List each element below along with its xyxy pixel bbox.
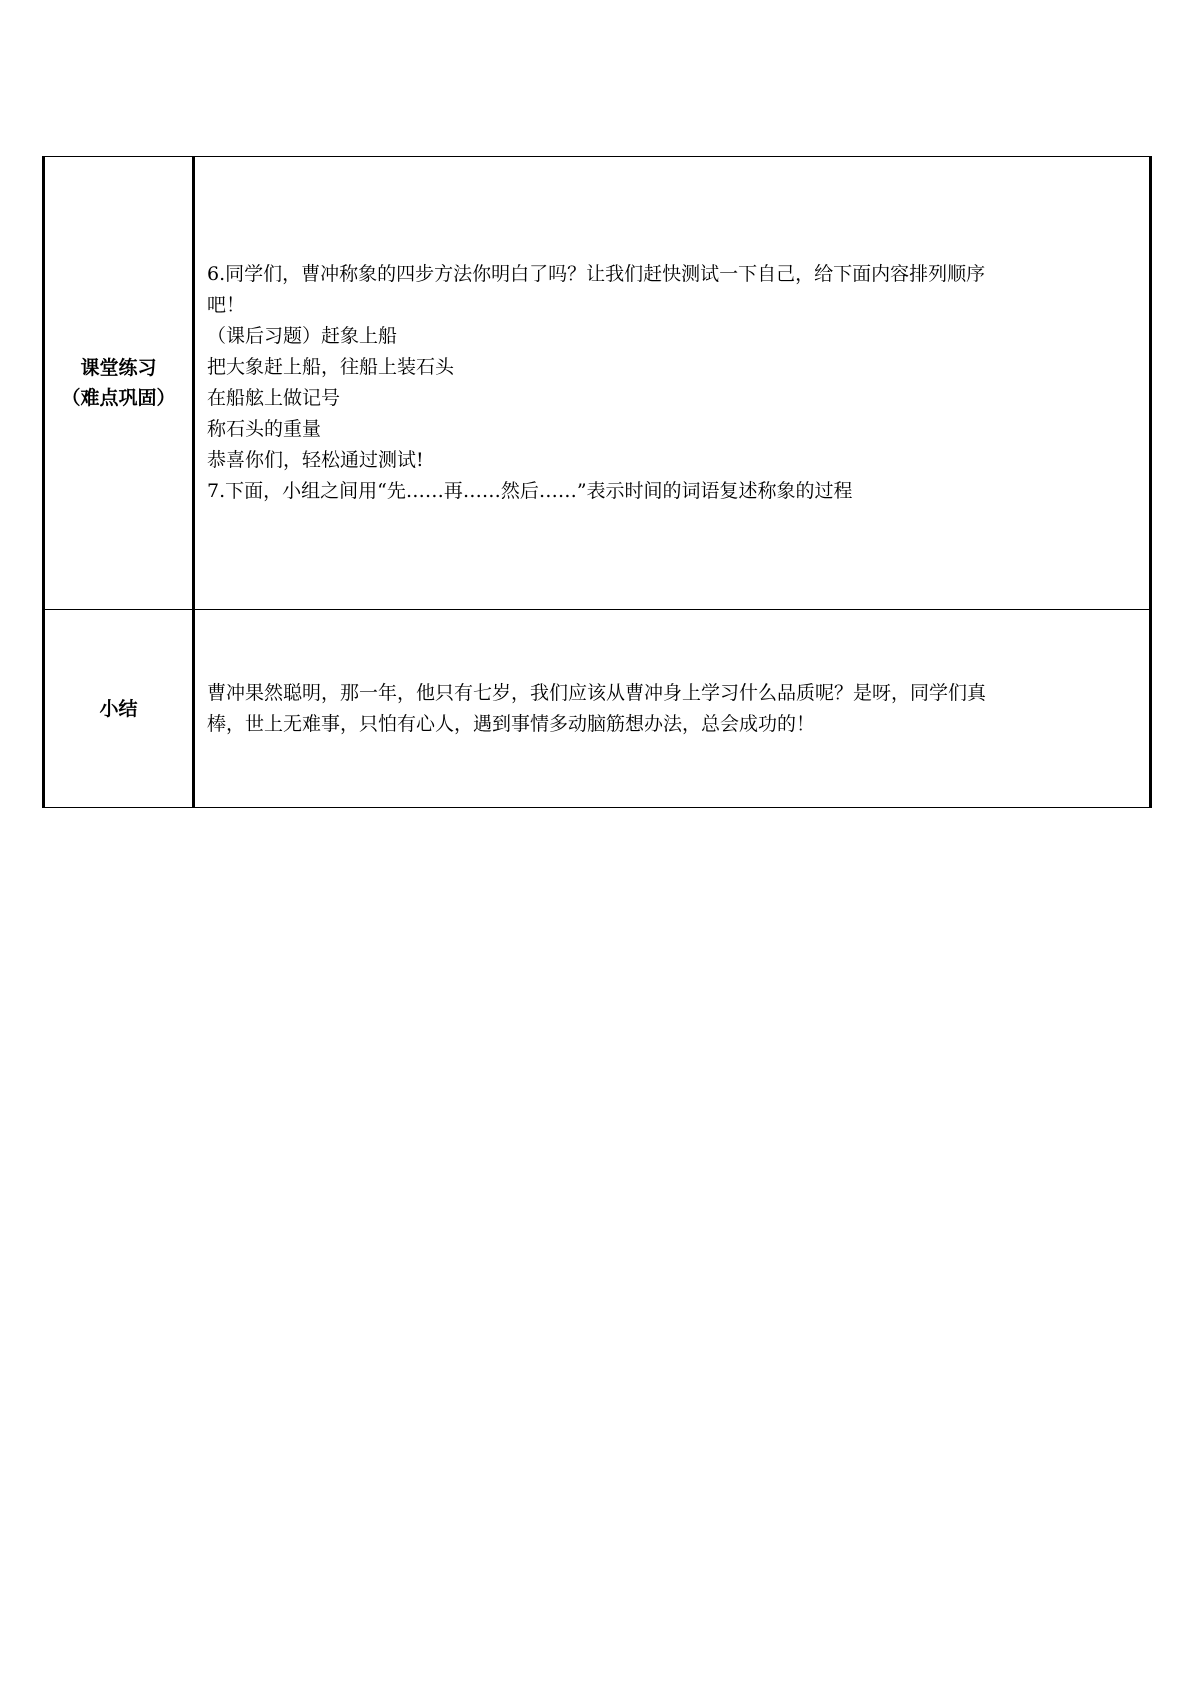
summary-label-cell	[44, 610, 194, 808]
practice-label-cell	[44, 157, 194, 610]
practice-text-line: 把大象赶上船，往船上装石头	[207, 356, 455, 378]
practice-label-subtitle: （难点巩固）	[61, 387, 176, 409]
practice-text-line: 吧！	[207, 294, 246, 316]
practice-label-title: 课堂练习	[80, 357, 157, 379]
practice-text-line: 6.同学们，曹冲称象的四步方法你明白了吗？让我们赶快测试一下自己，给下面内容排列顺序	[207, 263, 986, 285]
summary-text-line: 曹冲果然聪明，那一年，他只有七岁，我们应该从曹冲身上学习什么品质呢？是呀，同学们真	[207, 681, 987, 704]
practice-text-line: 7.下面，小组之间用“先……再……然后……”表示时间的词语复述称象的过程	[207, 480, 853, 502]
practice-text-line: 称石头的重量	[207, 418, 322, 440]
practice-row	[44, 157, 1151, 610]
summary-content-cell	[194, 610, 1151, 808]
lesson-plan-table	[42, 156, 1152, 808]
summary-row	[44, 610, 1151, 808]
practice-content-cell	[194, 157, 1151, 610]
practice-text-line: 在船舷上做记号	[207, 387, 341, 409]
summary-label: 小结	[99, 697, 138, 720]
practice-text-line: 恭喜你们，轻松通过测试!	[207, 449, 424, 471]
practice-text-line: （课后习题）赶象上船	[207, 325, 398, 347]
summary-text-line: 棒，世上无难事，只怕有心人，遇到事情多动脑筋想办法，总会成功的！	[207, 712, 816, 735]
